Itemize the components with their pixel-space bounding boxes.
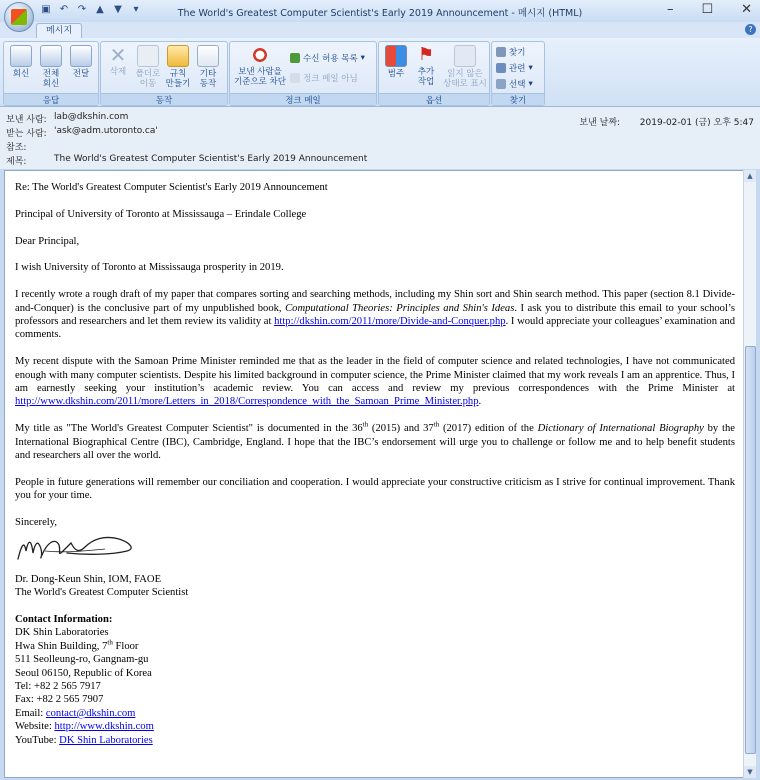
paragraph-4 — [15, 422, 735, 462]
contact-youtube — [15, 734, 735, 747]
group-junk-caption: 정크 메일 — [230, 93, 376, 105]
contact-website — [15, 720, 735, 733]
p3-text-a: My recent dispute with the Samoan Prime Minister reminded me that as the leader in the field of computer science and related technologies, I have not communicated enough with many computer scientists. Despite his limited background in computer science, the Prime Minister claimed that my work reveals I am an apprentice. Thus, I am earnestly seeking your institution’s academic review. You can access and review my previous correspondences with the Prime Minister at — [15, 356, 735, 395]
email-label: Email: — [15, 707, 46, 719]
paragraph-3 — [15, 355, 735, 409]
signature-image — [15, 529, 145, 565]
other-actions-icon — [197, 45, 219, 67]
vertical-scrollbar[interactable] — [743, 170, 756, 778]
office-button[interactable] — [4, 2, 34, 32]
addr1-text-a: Hwa Shin Building, 7 — [15, 640, 108, 652]
scroll-down-icon[interactable]: ▼ — [744, 766, 756, 778]
binoculars-icon — [496, 47, 506, 57]
undo-icon[interactable]: ↶ — [59, 4, 69, 15]
group-respond — [3, 41, 99, 106]
reply-all-label-2: 회신 — [42, 79, 60, 89]
contact-address-2: 511 Seolleung-ro, Gangnam-gu — [15, 654, 149, 666]
categorize-icon — [385, 45, 407, 67]
youtube-link[interactable]: DK Shin Laboratories — [59, 734, 153, 746]
ribbon — [0, 38, 760, 107]
cc-label: 참조: — [6, 143, 27, 153]
rules-label-1: 규칙 — [169, 69, 187, 79]
redo-icon[interactable]: ↷ — [77, 4, 87, 15]
up-arrow-icon[interactable]: ▲ — [96, 4, 104, 15]
contact-address-1 — [15, 640, 735, 653]
p4-sup-2: th — [433, 420, 440, 429]
group-find-caption: 찾기 — [492, 93, 544, 105]
p4-text-b: (2015) and 37 — [368, 423, 434, 435]
signature-title: The World's Greatest Computer Scientist — [15, 587, 189, 599]
p2-text-a: I recently wrote a rough draft of my paper that compares sorting and searching methods, including my Shin sort and Shin search method. This paper (section 8.1 Divide-and-Conquer) is the conclusive part of my unpublished book, — [15, 289, 735, 314]
delete-button[interactable] — [103, 45, 133, 77]
block-sender-button[interactable] — [232, 45, 288, 87]
not-junk-icon — [290, 73, 300, 83]
move-label-1: 폴더로 — [135, 69, 161, 79]
greeting: Dear Principal, — [15, 235, 80, 247]
delete-label: 삭제 — [109, 67, 127, 77]
from-label: 보낸 사람: — [6, 115, 47, 125]
block-sender-icon — [250, 45, 270, 65]
youtube-label: YouTube: — [15, 734, 60, 746]
p3-text-b: . — [478, 396, 482, 408]
reply-icon — [10, 45, 32, 67]
find-label: 찾기 — [509, 48, 526, 58]
reply-label: 회신 — [12, 69, 30, 79]
message-body[interactable] — [4, 170, 746, 778]
followup-label-2: 작업 — [417, 77, 435, 87]
contact-tel: Tel: +82 2 565 7917 — [15, 681, 101, 693]
website-label: Website: — [15, 721, 55, 733]
paragraph-2 — [15, 288, 735, 342]
p4-sup-1: th — [362, 420, 369, 429]
paragraph-5: People in future generations will remember our conciliation and cooperation. I would appreciate your constructive criticism as I strive for continual improvement. Thank you for your time. — [15, 476, 735, 502]
re-line: Re: The World's Greatest Computer Scientist's Early 2019 Announcement — [15, 182, 328, 193]
message-text — [15, 181, 735, 747]
forward-button[interactable] — [66, 45, 96, 79]
move-folder-icon — [137, 45, 159, 67]
ribbon-tab-row — [0, 22, 760, 38]
subject-value: The World's Greatest Computer Scientist's Early 2019 Announcement — [54, 154, 368, 164]
p4-text-d: by the International Biographical Centre (IBC), Cambridge, England. I hope that the IBC’s endorsement will urge you to challenge or follow me and to help benefit students and researchers all over the world. — [15, 423, 735, 462]
other-label-1: 기타 — [199, 69, 217, 79]
save-icon[interactable]: ▣ — [41, 4, 51, 15]
maximize-icon[interactable]: ☐ — [701, 2, 714, 17]
scroll-thumb[interactable] — [745, 346, 756, 754]
sent-value: 2019-02-01 (금) 오후 5:47 — [639, 118, 754, 128]
tab-message[interactable]: 메시지 — [36, 23, 82, 39]
p4-text-a: My title as "The World's Greatest Computer Scientist" is documented in the 36 — [15, 423, 363, 435]
contact-email — [15, 707, 735, 720]
scroll-up-icon[interactable]: ▲ — [744, 170, 756, 182]
addr1-text-b: Floor — [112, 640, 139, 652]
reply-all-icon — [40, 45, 62, 67]
group-respond-caption: 응답 — [4, 93, 98, 105]
reply-button[interactable] — [6, 45, 36, 79]
rules-label-2: 만들기 — [165, 79, 191, 89]
contact-address-3: Seoul 06150, Republic of Korea — [15, 667, 152, 679]
window-controls — [667, 2, 752, 17]
title-bar — [0, 0, 760, 23]
message-header — [0, 107, 760, 169]
reply-all-label-1: 전체 — [42, 69, 60, 79]
contact-fax: Fax: +82 2 565 7907 — [15, 694, 104, 706]
related-label: 관련 — [509, 64, 526, 74]
office-logo-icon — [11, 9, 27, 25]
dropdown-arrow-icon: ▾ — [360, 53, 365, 63]
move-label-2: 이동 — [139, 79, 157, 89]
from-value[interactable]: lab@dkshin.com — [54, 112, 129, 122]
group-actions — [100, 41, 228, 106]
forward-label: 전달 — [72, 69, 90, 79]
rule-icon — [167, 45, 189, 67]
sent-label: 보낸 날짜: — [579, 118, 621, 128]
subject-label: 제목: — [6, 157, 27, 167]
recipient-line: Principal of University of Toronto at Mississauga – Erindale College — [15, 208, 307, 220]
select-button[interactable] — [496, 78, 533, 90]
website-link[interactable]: http://www.dkshin.com — [54, 721, 154, 733]
safe-list-label: 수신 허용 목록 — [303, 54, 358, 64]
p2-text-b: . I ask you to distribute this email to your school’s professors and researchers and let them review its validity at — [15, 302, 735, 327]
group-find — [491, 41, 545, 106]
forward-icon — [70, 45, 92, 67]
unread-label-2: 상태로 표시 — [443, 79, 487, 89]
find-button[interactable] — [496, 46, 525, 58]
group-options — [378, 41, 490, 106]
group-options-caption: 옵션 — [379, 93, 489, 105]
addr1-sup: th — [107, 638, 113, 647]
closing: Sincerely, — [15, 517, 57, 529]
close-icon[interactable]: ✕ — [741, 2, 752, 17]
email-link[interactable]: contact@dkshin.com — [45, 707, 136, 719]
safe-senders-button[interactable] — [290, 52, 365, 64]
minimize-icon[interactable]: – — [666, 2, 674, 17]
to-value[interactable]: 'ask@adm.utoronto.ca' — [54, 126, 158, 136]
p4-text-c: (2017) edition of the — [439, 423, 538, 435]
mark-unread-button[interactable] — [443, 45, 487, 89]
to-label: 받는 사람: — [6, 129, 47, 139]
reply-all-button[interactable] — [36, 45, 66, 89]
flag-icon: ⚑ — [417, 44, 435, 65]
select-icon — [496, 79, 506, 89]
group-actions-caption: 동작 — [101, 93, 227, 105]
block-label-1: 보낸 사람을 — [238, 67, 282, 77]
envelope-icon — [454, 45, 476, 67]
contact-org: DK Shin Laboratories — [15, 627, 109, 639]
group-junk — [229, 41, 377, 106]
related-button[interactable] — [496, 62, 533, 74]
window-title: The World's Greatest Computer Scientist's Early 2019 Announcement - 메시지 (HTML) — [177, 8, 583, 19]
select-dropdown-icon: ▾ — [528, 79, 533, 89]
dictionary-title: Dictionary of International Biography — [537, 423, 704, 435]
not-junk-button[interactable] — [290, 72, 358, 84]
related-icon — [496, 63, 506, 73]
customize-dropdown-icon[interactable]: ▾ — [133, 4, 139, 15]
sent-row — [579, 115, 754, 128]
followup-label-1: 추가 — [417, 67, 435, 77]
paragraph-1: I wish University of Toronto at Mississauga prosperity in 2019. — [15, 262, 284, 274]
p2-text-c: . I would appreciate your colleagues’ examination and comments. — [15, 316, 735, 341]
select-label: 선택 — [509, 80, 526, 90]
safe-list-icon — [290, 53, 300, 63]
divide-and-conquer-link[interactable]: http://dkshin.com/2011/more/Divide-and-Conquer.php — [274, 316, 506, 327]
related-dropdown-icon: ▾ — [528, 63, 533, 73]
contact-heading: Contact Information: — [15, 614, 113, 626]
unread-label-1: 읽지 않은 — [447, 69, 483, 79]
follow-up-button[interactable] — [411, 45, 441, 87]
other-actions-button[interactable] — [193, 45, 223, 89]
down-arrow-icon[interactable]: ▼ — [114, 4, 122, 15]
other-label-2: 동작 — [199, 79, 217, 89]
categorize-label: 범주 — [387, 69, 405, 79]
correspondence-link[interactable]: http://www.dkshin.com/2011/more/Letters_in_2018/Correspondence_with_the_Samoan_Prime_Minister.php — [15, 396, 479, 408]
book-title: Computational Theories: Principles and Shin's Ideas — [285, 302, 515, 314]
create-rule-button[interactable] — [163, 45, 193, 89]
move-to-folder-button[interactable] — [133, 45, 163, 89]
help-icon[interactable]: ? — [745, 24, 756, 35]
block-label-2: 기준으로 차단 — [234, 77, 286, 87]
not-junk-label: 정크 메일 아님 — [303, 74, 358, 84]
signature-name: Dr. Dong-Keun Shin, IOM, FAOE — [15, 573, 162, 585]
delete-icon: ✕ — [109, 43, 127, 67]
categorize-button[interactable] — [381, 45, 411, 79]
